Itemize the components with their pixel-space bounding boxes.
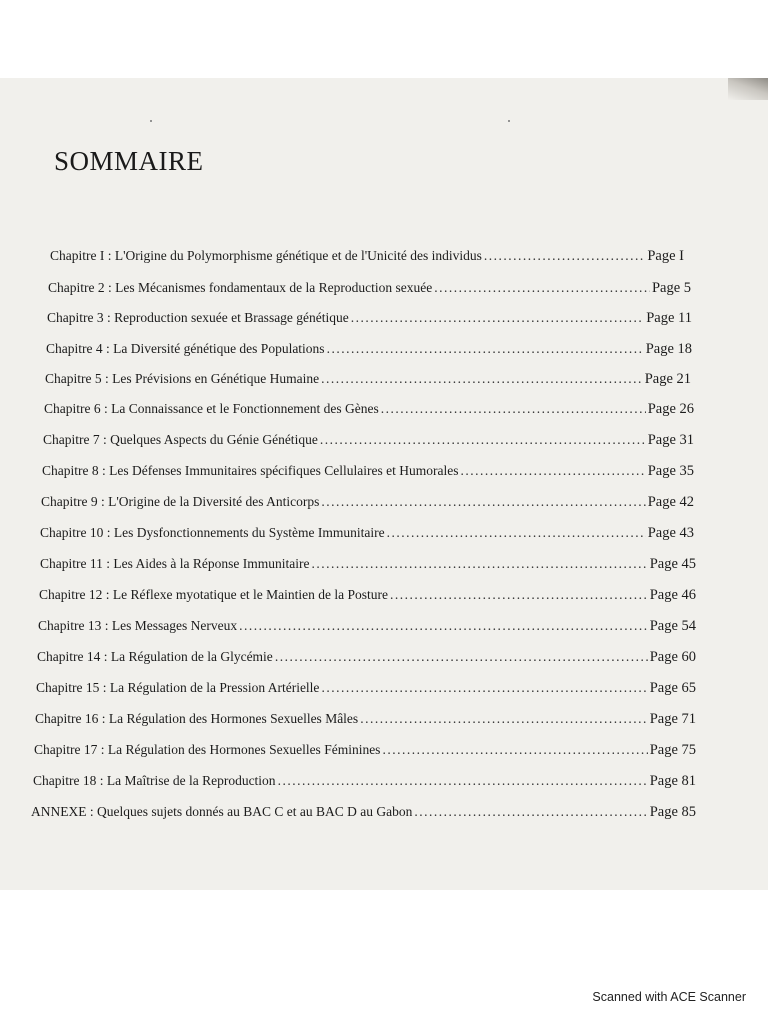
toc-entry-page: Page 5 — [651, 280, 691, 296]
toc-entry — [31, 804, 696, 821]
toc-leader-dots — [321, 371, 643, 387]
toc-leader-dots — [320, 432, 646, 448]
toc-entry — [40, 556, 696, 573]
toc-entry-label: Chapitre 10 : Les Dysfonctionnements du Système Immunitaire — [40, 525, 385, 540]
toc-entry-label: Chapitre 2 : Les Mécanismes fondamentaux de la Reproduction sexuée — [48, 280, 433, 295]
toc-leader-dots — [414, 804, 647, 820]
toc-entry-label: Chapitre 7 : Quelques Aspects du Génie Génétique — [43, 432, 318, 447]
scanned-page — [0, 78, 768, 890]
toc-entry-label: Chapitre I : L'Origine du Polymorphisme génétique et de l'Unicité des individus — [50, 248, 482, 263]
toc-entry — [42, 463, 694, 480]
toc-entry — [40, 525, 694, 542]
toc-entry — [34, 742, 696, 759]
toc-entry-label: Chapitre 18 : La Maîtrise de la Reproduction — [33, 773, 276, 788]
toc-entry — [44, 401, 694, 418]
toc-entry-label: Chapitre 6 : La Connaissance et le Fonctionnement des Gènes — [44, 401, 379, 416]
toc-entry-page: Page 46 — [649, 587, 696, 603]
toc-entry-page: Page 54 — [649, 618, 696, 634]
toc-leader-dots — [387, 525, 646, 541]
toc-entry-page: Page 43 — [647, 525, 694, 541]
toc-entry — [45, 371, 691, 388]
toc-entry-label: ANNEXE : Quelques sujets donnés au BAC C et au BAC D au Gabon — [31, 804, 413, 819]
toc-entry — [38, 618, 696, 635]
toc-entry — [33, 773, 696, 790]
toc-entry-label: Chapitre 5 : Les Prévisions en Génétique Humaine — [45, 371, 320, 386]
table-of-contents — [0, 78, 768, 890]
toc-entry-page: Page 85 — [649, 804, 696, 820]
toc-leader-dots — [351, 310, 644, 326]
toc-entry — [36, 680, 696, 697]
toc-entry-page: Page 75 — [649, 742, 696, 758]
toc-entry-label: Chapitre 12 : Le Réflexe myotatique et le Maintien de la Posture — [39, 587, 389, 602]
toc-entry — [46, 341, 692, 358]
toc-entry-page: Page 60 — [649, 649, 696, 665]
toc-entry-page: Page 11 — [646, 310, 692, 326]
toc-entry-label: Chapitre 16 : La Régulation des Hormones Sexuelles Mâles — [35, 711, 359, 726]
toc-entry — [37, 649, 696, 666]
toc-entry-label: Chapitre 4 : La Diversité génétique des Populations — [46, 341, 325, 356]
toc-leader-dots — [390, 587, 648, 603]
toc-entry-page: Page 42 — [647, 494, 694, 510]
toc-entry-page: Page 71 — [649, 711, 696, 727]
toc-entry-page: Page 18 — [645, 341, 692, 357]
toc-entry-label: Chapitre 13 : Les Messages Nerveux — [38, 618, 238, 633]
toc-entry — [41, 494, 694, 511]
toc-entry — [35, 711, 696, 728]
toc-leader-dots — [321, 680, 647, 696]
toc-entry-label: Chapitre 8 : Les Défenses Immunitaires spécifiques Cellulaires et Humorales — [42, 463, 459, 478]
page-title: SOMMAIRE — [54, 146, 204, 176]
toc-leader-dots — [327, 341, 644, 357]
scanner-watermark: Scanned with ACE Scanner — [592, 990, 746, 1004]
toc-leader-dots — [321, 494, 645, 510]
toc-entry — [47, 310, 692, 327]
toc-entry-page: Page I — [647, 248, 684, 264]
toc-leader-dots — [239, 618, 648, 634]
toc-entry — [48, 280, 691, 297]
toc-entry-label: Chapitre 17 : La Régulation des Hormones Sexuelles Féminines — [34, 742, 381, 757]
toc-leader-dots — [484, 248, 645, 264]
toc-entry-page: Page 26 — [647, 401, 694, 417]
toc-entry-label: Chapitre 15 : La Régulation de la Pression Artérielle — [36, 680, 320, 695]
toc-entry — [39, 587, 696, 604]
toc-leader-dots — [278, 773, 648, 789]
toc-entry-label: Chapitre 3 : Reproduction sexuée et Brassage génétique — [47, 310, 349, 325]
toc-leader-dots — [381, 401, 646, 417]
toc-entry — [43, 432, 694, 449]
toc-leader-dots — [434, 280, 650, 296]
toc-entry-label: Chapitre 14 : La Régulation de la Glycémie — [37, 649, 273, 664]
toc-entry-label: Chapitre 11 : Les Aides à la Réponse Immunitaire — [40, 556, 310, 571]
toc-leader-dots — [461, 463, 646, 479]
toc-entry-page: Page 21 — [644, 371, 691, 387]
toc-entry — [50, 248, 684, 265]
toc-entry-page: Page 31 — [647, 432, 694, 448]
toc-leader-dots — [275, 649, 648, 665]
toc-entry-page: Page 81 — [649, 773, 696, 789]
toc-entry-label: Chapitre 9 : L'Origine de la Diversité des Anticorps — [41, 494, 320, 509]
toc-entry-page: Page 35 — [647, 463, 694, 479]
toc-leader-dots — [360, 711, 648, 727]
toc-entry-page: Page 45 — [649, 556, 696, 572]
toc-leader-dots — [382, 742, 647, 758]
toc-entry-page: Page 65 — [649, 680, 696, 696]
toc-leader-dots — [311, 556, 647, 572]
